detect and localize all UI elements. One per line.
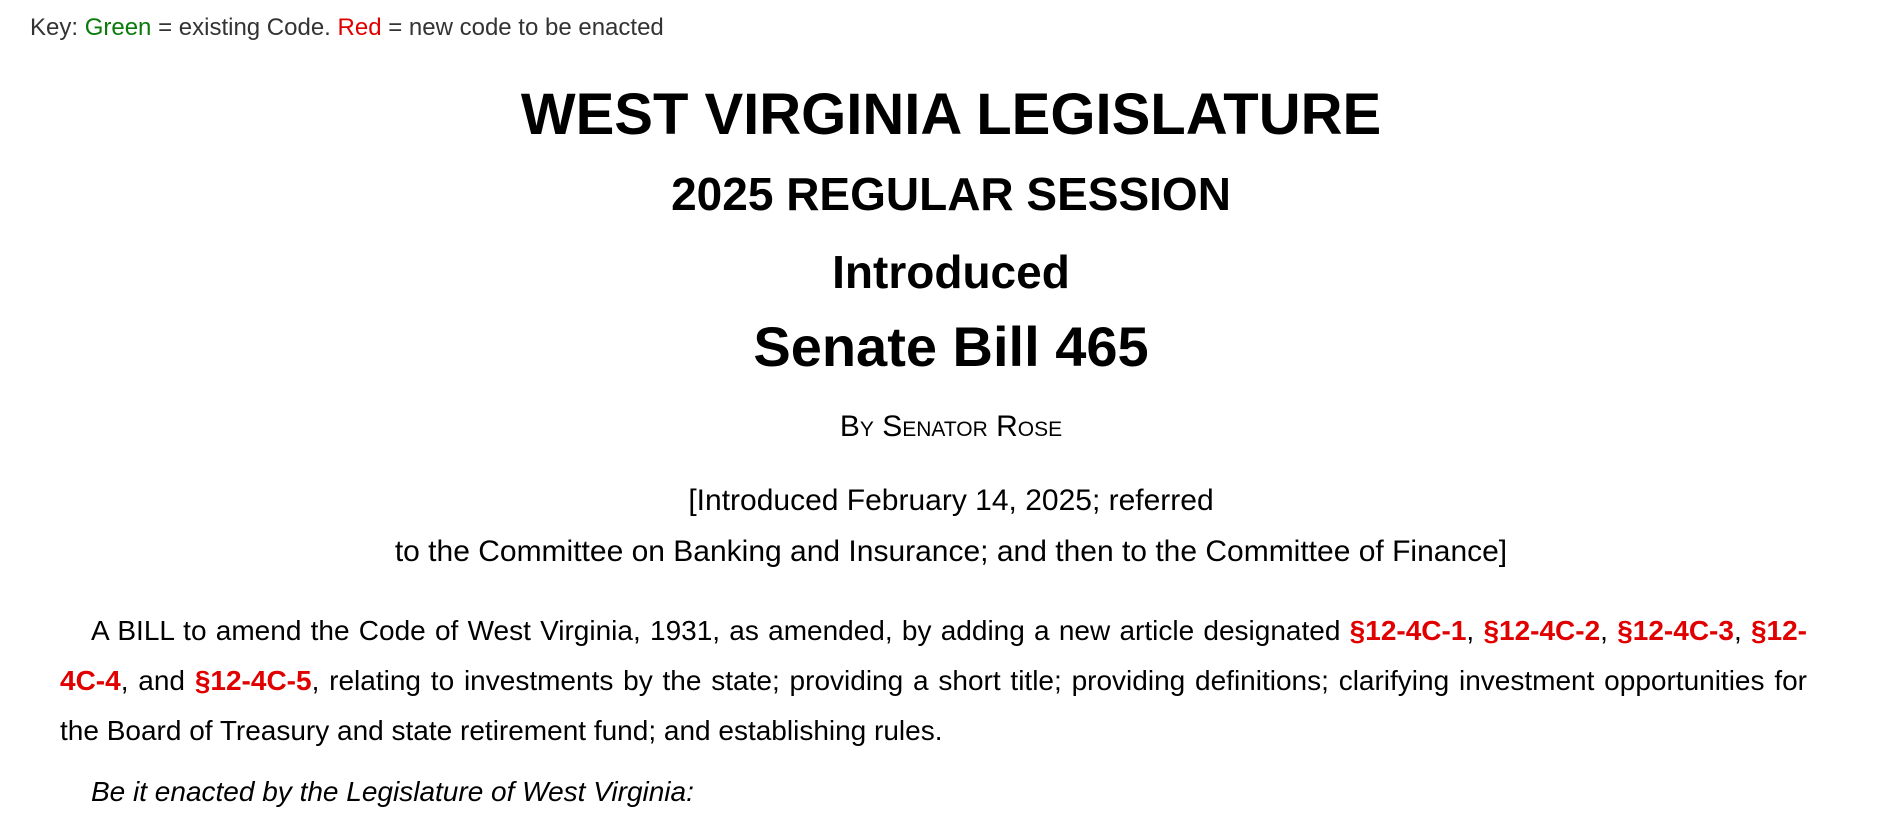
- bill-lead-text: A BILL to amend the Code of West Virginia, 1931, as amended, by adding a new article designated: [91, 615, 1341, 646]
- introduction-line-1: [Introduced February 14, 2025; referred: [688, 484, 1214, 517]
- legislature-title: WEST VIRGINIA LEGISLATURE: [520, 82, 1382, 147]
- bill-title-paragraph: A BILL to amend the Code of West Virginia, 1931, as amended, by adding a new article designated §12-4C-1, §12-4C-2, §12-4C-3, §12-4C-4, and §12-4C-5, relating to investments by the state; providing a short title; providing definitions; clarifying investment opportunities for the Board of Treasury and state retirement fund; and establishing rules.: [60, 615, 1808, 746]
- key-green-word: Green: [84, 14, 152, 41]
- section-link[interactable]: §12-4C-4: [60, 615, 1808, 696]
- session-title: 2025 REGULAR SESSION: [671, 168, 1231, 220]
- section-link[interactable]: §12-4C-1: [1349, 615, 1467, 646]
- key-red-text: = new code to be enacted: [381, 14, 664, 41]
- key-red-word: Red: [337, 14, 382, 41]
- bill-tail-text: , relating to investments by the state; providing a short title; providing definitions; clarifying investment opportunities for the Board of Treasury and state retirement fund; and establishing rules.: [60, 665, 1807, 746]
- enacting-clause: Be it enacted by the Legislature of West Virginia:: [91, 776, 694, 807]
- color-key: [30, 14, 664, 42]
- section-link[interactable]: §12-4C-3: [1617, 615, 1734, 646]
- introduction-line-2: to the Committee on Banking and Insurance; and then to the Committee of Finance]: [394, 535, 1508, 568]
- bill-status: Introduced: [832, 246, 1070, 298]
- key-green-text: = existing Code.: [151, 14, 331, 41]
- bill-number: Senate Bill 465: [753, 315, 1149, 378]
- bill-sponsor: By Senator Rose: [839, 410, 1063, 443]
- key-prefix: Key:: [30, 14, 79, 41]
- section-link[interactable]: §12-4C-5: [194, 665, 312, 696]
- section-link[interactable]: §12-4C-2: [1483, 615, 1601, 646]
